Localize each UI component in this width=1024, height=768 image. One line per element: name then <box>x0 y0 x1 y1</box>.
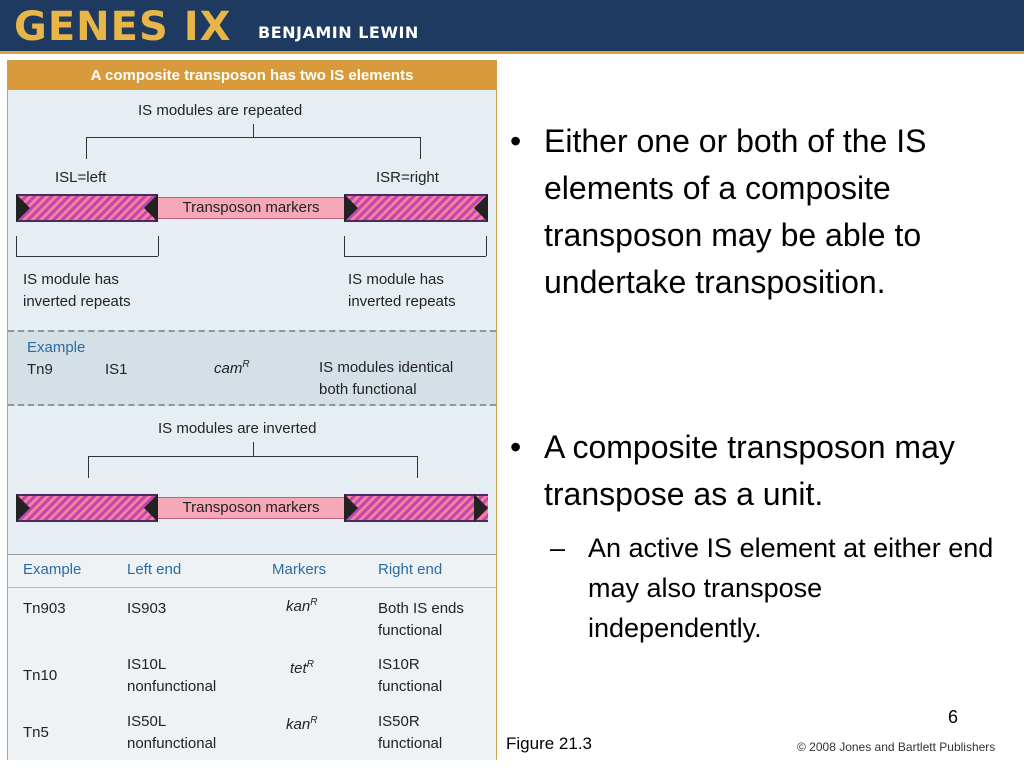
author-name: BENJAMIN LEWIN <box>258 23 419 42</box>
bullet-text-2: A composite transposon may transpose as a unit. <box>544 429 955 512</box>
page-number: 6 <box>948 707 959 727</box>
transposon-markers: Transposon markers <box>158 197 344 219</box>
transposon-bar-repeated <box>16 194 488 222</box>
row-marker: tet$^R$ <box>290 659 314 677</box>
right-note-bracket-base <box>344 256 486 257</box>
left-note-bracket <box>16 236 17 256</box>
bracket-left-leg <box>86 137 87 159</box>
is-right-segment <box>344 194 488 222</box>
inverted-modules-panel <box>8 406 496 554</box>
sub-bullet-text-1: An active IS element at either end may also transpose independently. <box>588 533 994 643</box>
row-example: Tn5 <box>23 724 49 741</box>
row-example: Tn10 <box>23 667 58 684</box>
isr-label: ISR=right <box>376 169 439 186</box>
right-end-arrow-2 <box>474 494 488 522</box>
bracket-right-leg <box>420 137 421 159</box>
example-note-line1: IS modules identical <box>319 359 454 376</box>
bullet-dot-icon: • <box>510 429 522 465</box>
col-header-markers: Markers <box>272 561 327 578</box>
row-right-line1: IS50R <box>378 713 420 730</box>
row-left-line1: IS10L <box>127 656 167 673</box>
left-note-line1: IS module has <box>23 271 119 288</box>
is-left-segment-2 <box>16 494 158 522</box>
right-inner-arrow-2 <box>344 494 358 522</box>
transposon-bar-inverted <box>16 494 488 522</box>
col-header-right-end: Right end <box>378 561 443 578</box>
header-separator <box>8 587 496 588</box>
copyright-notice: © 2008 Jones and Bartlett Publishers <box>797 740 996 754</box>
row-left-line2: nonfunctional <box>127 678 217 695</box>
example-name: Tn9 <box>27 361 53 378</box>
figure-panel <box>7 60 497 760</box>
inverted-heading: IS modules are inverted <box>158 420 317 437</box>
bracket-horizontal <box>86 137 421 138</box>
bracket-horizontal-2 <box>88 456 418 457</box>
row-left-line1: IS903 <box>127 600 167 617</box>
right-end-arrow <box>474 194 488 222</box>
col-header-left-end: Left end <box>127 561 182 578</box>
left-inner-arrow-2 <box>144 494 158 522</box>
row-left-line2: nonfunctional <box>127 735 217 752</box>
row-marker: kan$^R$ <box>286 597 318 615</box>
right-note-line1: IS module has <box>348 271 444 288</box>
bracket-stem-2 <box>253 442 254 456</box>
bracket-right-leg-2 <box>417 456 418 478</box>
left-note-bracket-end <box>158 236 159 256</box>
header-bar <box>0 0 1024 54</box>
example-note-line2: both functional <box>319 381 417 398</box>
is-right-segment-2 <box>344 494 488 522</box>
row-marker: kan$^R$ <box>286 715 318 733</box>
isl-label: ISL=left <box>55 169 107 186</box>
right-note-bracket-end <box>486 236 487 256</box>
left-inner-arrow <box>144 194 158 222</box>
bracket-stem <box>253 124 254 138</box>
row-right-line1: Both IS ends <box>378 600 464 617</box>
transposon-markers-2: Transposon markers <box>158 497 344 519</box>
book-title: GENES IX <box>14 4 232 50</box>
right-note-line2: inverted repeats <box>348 293 456 310</box>
right-inner-arrow <box>344 194 358 222</box>
figure-title: A composite transposon has two IS elements <box>8 61 496 90</box>
left-end-arrow <box>16 194 30 222</box>
is-left-segment <box>16 194 158 222</box>
bracket-left-leg-2 <box>88 456 89 478</box>
example-tn9-panel <box>8 330 496 406</box>
left-end-arrow-2 <box>16 494 30 522</box>
dash-icon: – <box>550 533 566 563</box>
example-is: IS1 <box>105 361 128 378</box>
row-right-line2: functional <box>378 735 443 752</box>
example-label: Example <box>27 339 86 356</box>
bullet-text-1: Either one or both of the IS elements of a composite transposon may be able to undertake transposition. <box>544 123 927 300</box>
left-note-bracket-base <box>16 256 158 257</box>
bullet-dot-icon: • <box>510 123 522 159</box>
row-right-line2: functional <box>378 678 443 695</box>
row-example: Tn903 <box>23 600 66 617</box>
repeated-modules-panel <box>8 90 496 330</box>
left-note-line2: inverted repeats <box>23 293 131 310</box>
row-right-line2: functional <box>378 622 443 639</box>
figure-caption: Figure 21.3 <box>506 734 592 753</box>
row-left-line1: IS50L <box>127 713 167 730</box>
row-right-line1: IS10R <box>378 656 420 673</box>
col-header-example: Example <box>23 561 82 578</box>
repeated-heading: IS modules are repeated <box>138 102 303 119</box>
example-marker: cam$^R$ <box>214 359 250 377</box>
examples-table <box>8 554 496 760</box>
right-note-bracket <box>344 236 345 256</box>
